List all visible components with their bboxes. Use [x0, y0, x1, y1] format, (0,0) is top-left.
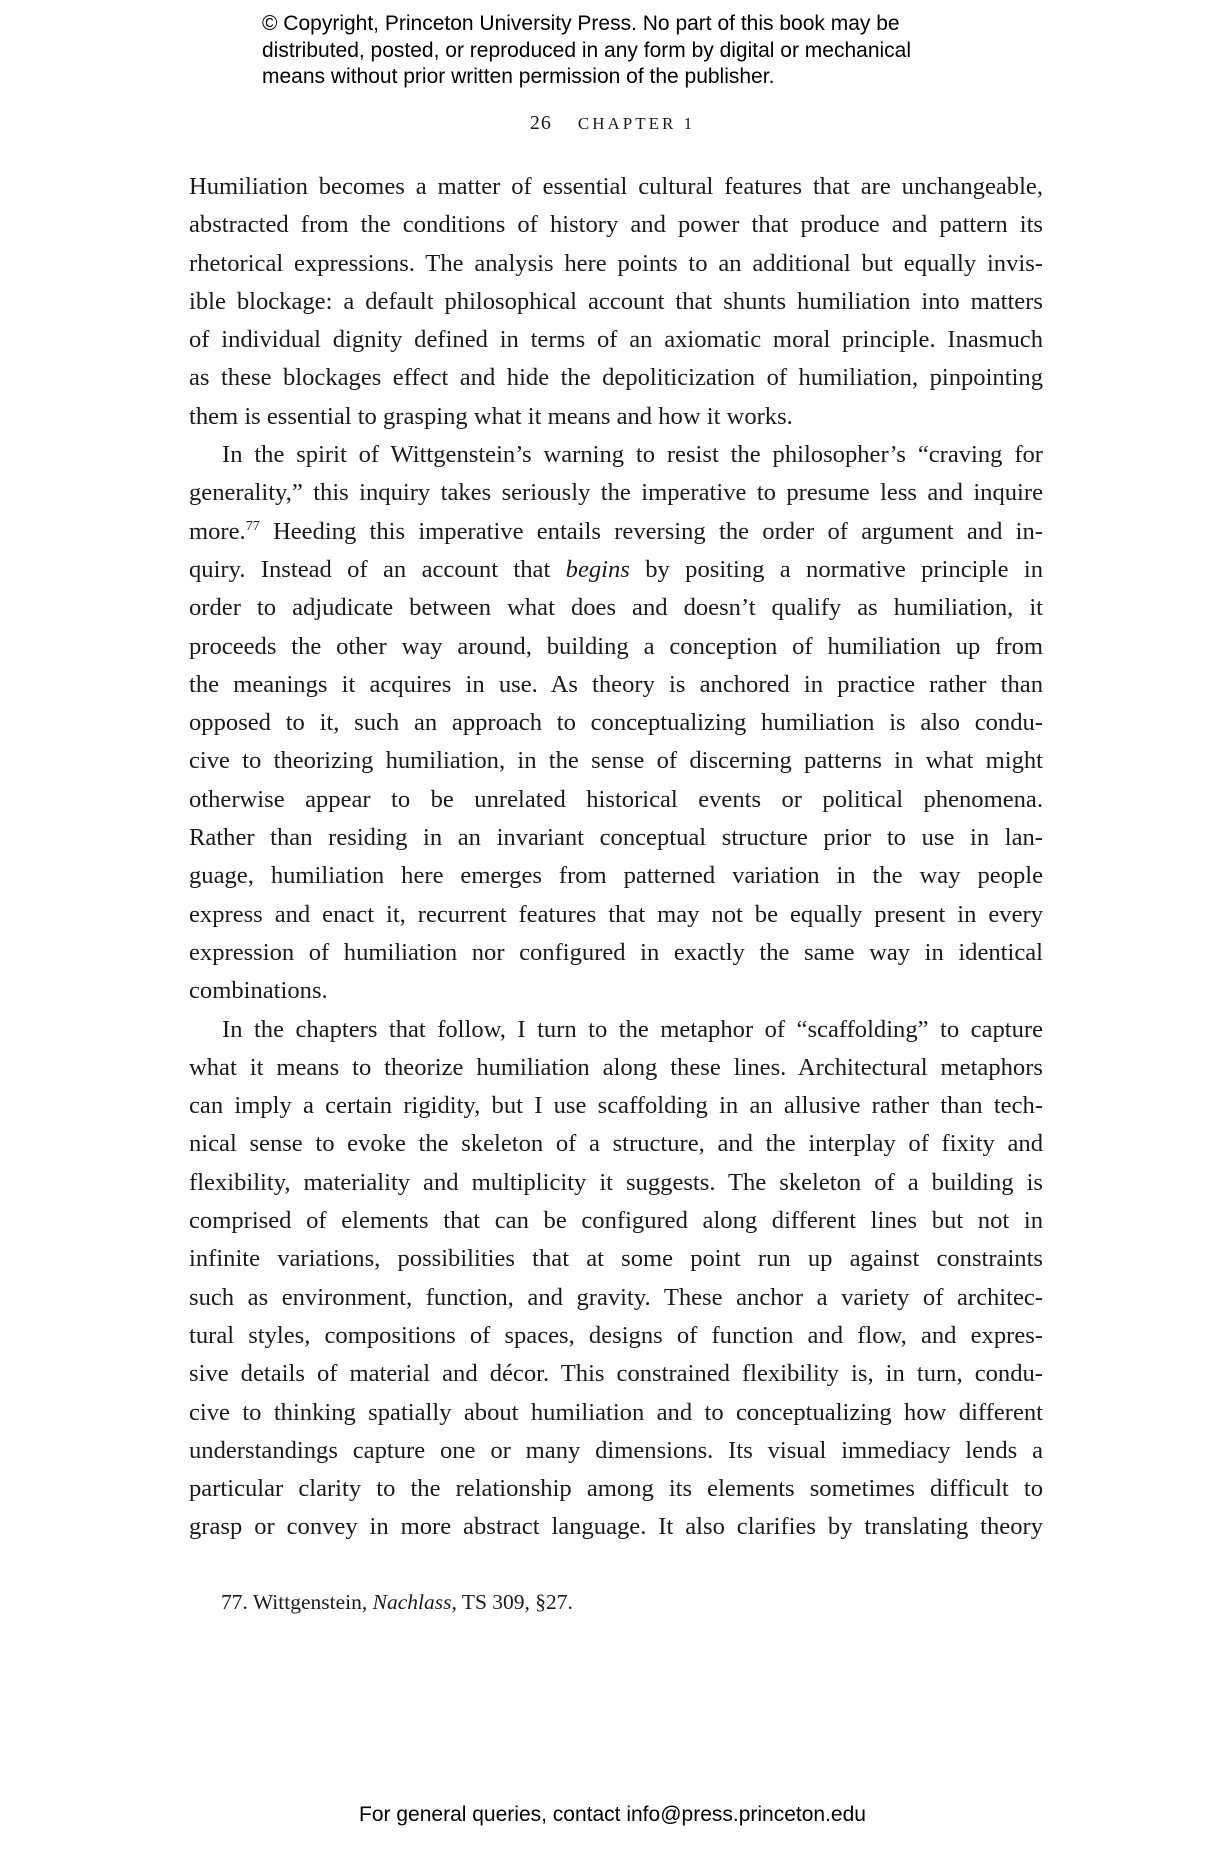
body-text [189, 168, 1043, 1547]
text-line: sive details of material and décor. This constrained flexibility is, in turn, condu- [189, 1360, 1043, 1388]
text-line: guage, humiliation here emerges from patterned variation in the way people [189, 862, 1043, 890]
text-line-with-italic [189, 551, 1043, 589]
text-line: abstracted from the conditions of history and power that produce and pattern its [189, 211, 1043, 239]
italic-emphasis: begins [565, 555, 630, 583]
chapter-label: CHAPTER 1 [577, 114, 696, 133]
text-line: combinations. [189, 977, 328, 1005]
text-line: opposed to it, such an approach to conceptualizing humiliation is also condu- [189, 709, 1043, 737]
footnote [221, 1590, 573, 1615]
footnote-prefix: 77. Wittgenstein, [221, 1590, 368, 1614]
running-head [0, 112, 1225, 135]
text-line: Rather than residing in an invariant conceptual structure prior to use in lan- [189, 824, 1043, 852]
text-line: cive to thinking spatially about humiliation and to conceptualizing how different [189, 1398, 1043, 1426]
text-line: order to adjudicate between what does and doesn’t qualify as humiliation, it [189, 594, 1043, 622]
copyright-line: means without prior written permission of the publisher. [262, 65, 775, 88]
text-line: the meanings it acquires in use. As theory is anchored in practice rather than [189, 670, 1043, 698]
copyright-line: © Copyright, Princeton University Press. No part of this book may be [262, 12, 900, 35]
text-line: nical sense to evoke the skeleton of a structure, and the interplay of fixity and [189, 1130, 1043, 1158]
text-fragment: Heeding this imperative entails reversing the order of argument and in- [272, 517, 1043, 545]
text-line: can imply a certain rigidity, but I use scaffolding in an allusive rather than tech- [189, 1092, 1043, 1120]
footnote-title: Nachlass [372, 1590, 452, 1614]
copyright-notice [262, 11, 962, 91]
text-line: cive to theorizing humiliation, in the sense of discerning patterns in what might [189, 747, 1043, 775]
text-line: generality,” this inquiry takes seriously the imperative to presume less and inquire [189, 479, 1043, 507]
footnote-reference: 77 [245, 518, 260, 534]
text-line: such as environment, function, and gravity. These anchor a variety of architec- [189, 1283, 1043, 1311]
text-line: understandings capture one or many dimensions. Its visual immediacy lends a [189, 1436, 1043, 1464]
text-fragment: by positing a normative principle in [645, 555, 1044, 583]
footnote-suffix: , TS 309, §27. [451, 1590, 573, 1614]
text-line: of individual dignity defined in terms of an axiomatic moral principle. Inasmuch [189, 326, 1043, 354]
text-line: what it means to theorize humiliation along these lines. Architectural metaphors [189, 1053, 1043, 1081]
text-line: rhetorical expressions. The analysis here points to an additional but equally invis- [189, 249, 1043, 277]
text-fragment: more. [189, 517, 246, 545]
text-line: otherwise appear to be unrelated historical events or political phenomena. [189, 785, 1043, 813]
text-line: Humiliation becomes a matter of essential cultural features that are unchangeable, [189, 173, 1043, 200]
page-number: 26 [529, 112, 552, 134]
text-line: as these blockages effect and hide the depoliticization of humiliation, pinpointing [189, 364, 1043, 392]
text-line: In the chapters that follow, I turn to the metaphor of “scaffolding” to capture [222, 1015, 1043, 1043]
text-line: infinite variations, possibilities that at some point run up against constraints [189, 1245, 1043, 1273]
text-line: proceeds the other way around, building a conception of humiliation up from [189, 632, 1043, 660]
footer-contact: For general queries, contact info@press.princeton.edu [359, 1803, 866, 1826]
text-line: them is essential to grasping what it means and how it works. [189, 402, 793, 430]
text-line: particular clarity to the relationship among its elements sometimes difficult to [189, 1475, 1043, 1503]
copyright-line: distributed, posted, or reproduced in any form by digital or mechanical [262, 38, 912, 62]
text-line: In the spirit of Wittgenstein’s warning to resist the philosopher’s “craving for [222, 441, 1043, 469]
text-line: grasp or convey in more abstract language. It also clarifies by translating theory [189, 1513, 1043, 1541]
text-line: expression of humiliation nor configured in exactly the same way in identical [189, 938, 1043, 966]
text-line: express and enact it, recurrent features that may not be equally present in every [189, 900, 1043, 928]
text-line-with-footnote [189, 513, 1043, 551]
text-line: ible blockage: a default philosophical account that shunts humiliation into matters [189, 287, 1043, 315]
text-line: flexibility, materiality and multiplicity it suggests. The skeleton of a building is [189, 1168, 1043, 1196]
text-line: tural styles, compositions of spaces, designs of function and flow, and expres- [189, 1321, 1043, 1349]
text-fragment: quiry. Instead of an account that [189, 555, 551, 583]
text-line: comprised of elements that can be configured along different lines but not in [189, 1207, 1043, 1235]
